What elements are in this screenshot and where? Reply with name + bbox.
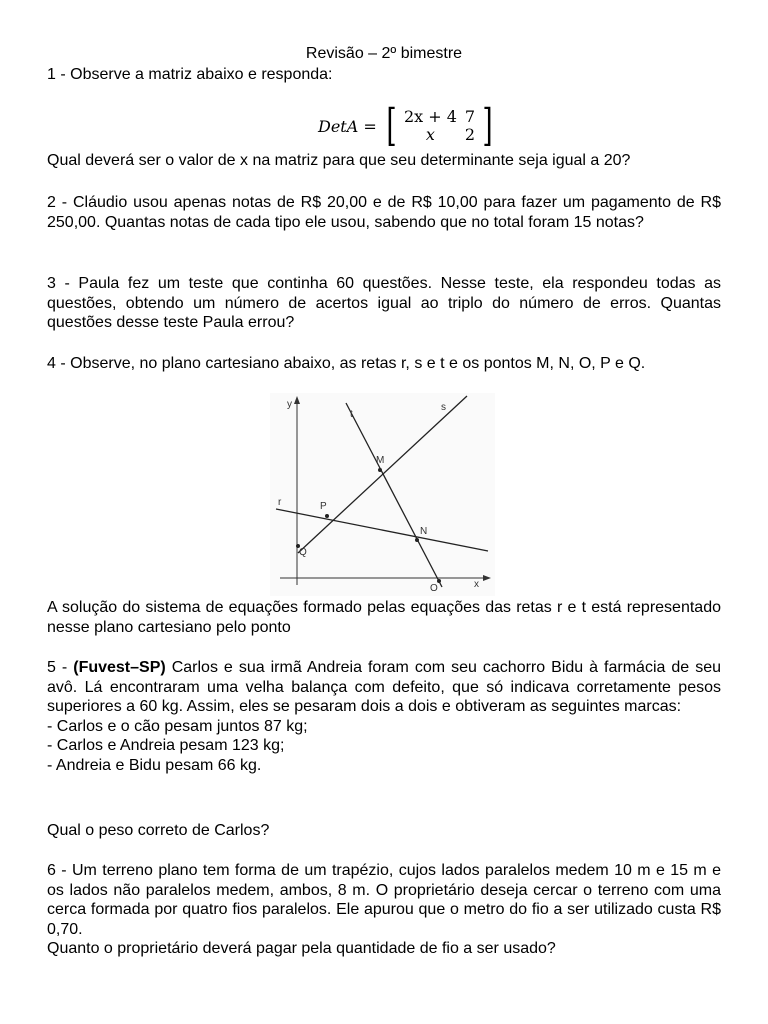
label-q: Q — [299, 547, 307, 558]
label-p: P — [320, 501, 327, 512]
page-title: Revisão – 2º bimestre — [305, 45, 463, 62]
question-number: 1 - — [47, 66, 66, 83]
question-2 — [47, 193, 721, 232]
question-text: Qual o peso correto de Carlos? — [47, 822, 270, 839]
right-bracket: ] — [482, 100, 493, 151]
label-r: r — [278, 497, 282, 508]
list-item: - Carlos e Andreia pesam 123 kg; — [47, 737, 285, 754]
left-bracket: [ — [386, 100, 397, 151]
question-text: Paula fez um teste que continha 60 questões. Nesse teste, ela respondeu todas as questões, obtendo um número de acertos igual ao triplo do número de erros. Quantas questões desse teste Paula errou? — [47, 275, 722, 331]
matrix-cell: 2x + 4 — [403, 107, 457, 126]
question-number: 2 - — [47, 194, 68, 211]
matrix-cell: 7 — [464, 107, 476, 126]
label-m: M — [376, 455, 385, 466]
question-text: Um terreno plano tem forma de um trapézio, cujos lados paralelos medem 10 m e 15 m e os lados não paralelos medem, ambos, 8 m. O proprietário deseja cercar o terreno com uma cerca formada por quatro fios paralelos. Ele apurou que o metro do fio a ser utilizado custa R$ 0,70. — [47, 862, 722, 938]
question-text: Observe a matriz abaixo e responda: — [70, 66, 333, 83]
y-axis-arrow — [294, 396, 300, 404]
label-y: y — [287, 399, 292, 410]
question-source: (Fuvest–SP) — [73, 659, 166, 676]
cartesian-plane — [270, 393, 495, 596]
list-item: - Carlos e o cão pesam juntos 87 kg; — [47, 717, 308, 735]
question-prompt: Quanto o proprietário deverá pagar pela quantidade de fio a ser usado? — [47, 940, 556, 957]
label-x: x — [474, 579, 479, 590]
question-number: 3 - — [47, 275, 70, 292]
point-m — [378, 468, 382, 472]
question-number: 4 - — [47, 355, 66, 372]
question-text: Cláudio usou apenas notas de R$ 20,00 e de R$ 10,00 para fazer um pagamento de R$ 250,00. Quantas notas de cada tipo ele usou, sabendo que no total foram 15 notas? — [47, 194, 721, 231]
question-4-prompt — [47, 598, 721, 637]
question-text: A solução do sistema de equações formado pelas equações das retas r e t está representado nesse plano cartesiano pelo ponto — [47, 599, 721, 636]
cartesian-plane-figure — [270, 393, 495, 596]
matrix-cell: 2 — [464, 125, 476, 144]
question-4 — [47, 354, 721, 374]
question-5 — [47, 658, 721, 775]
label-o: O — [430, 583, 438, 594]
question-text: Observe, no plano cartesiano abaixo, as retas r, s e t e os pontos M, N, O, P e Q. — [70, 355, 646, 372]
question-text: Qual deverá ser o valor de x na matriz para que seu determinante seja igual a 20? — [47, 152, 631, 169]
point-n — [415, 538, 419, 542]
question-1-prompt — [47, 151, 721, 171]
question-6 — [47, 861, 721, 959]
question-number: 5 - — [47, 659, 68, 676]
list-item: - Andreia e Bidu pesam 66 kg. — [47, 756, 262, 774]
question-1 — [47, 65, 721, 85]
question-5-prompt — [47, 821, 721, 841]
label-t: t — [350, 409, 353, 420]
x-axis-arrow — [483, 575, 491, 581]
matrix-label: DetA = — [318, 116, 377, 136]
label-n: N — [420, 526, 428, 537]
point-p — [325, 514, 329, 518]
matrix-cell: x — [425, 125, 435, 144]
matrix-table — [400, 108, 479, 144]
question-text: Carlos e sua irmã Andreia foram com seu cachorro Bidu à farmácia de seu avô. Lá encontraram uma velha balança com defeito, que só indicava corretamente pesos superiores a 60 kg. Assim, eles se pesaram dois a dois e obtiveram as seguintes marcas: — [47, 659, 721, 715]
label-s: s — [441, 402, 446, 413]
question-3 — [47, 274, 721, 333]
question-number: 6 - — [47, 862, 67, 879]
determinant-matrix — [318, 102, 496, 150]
